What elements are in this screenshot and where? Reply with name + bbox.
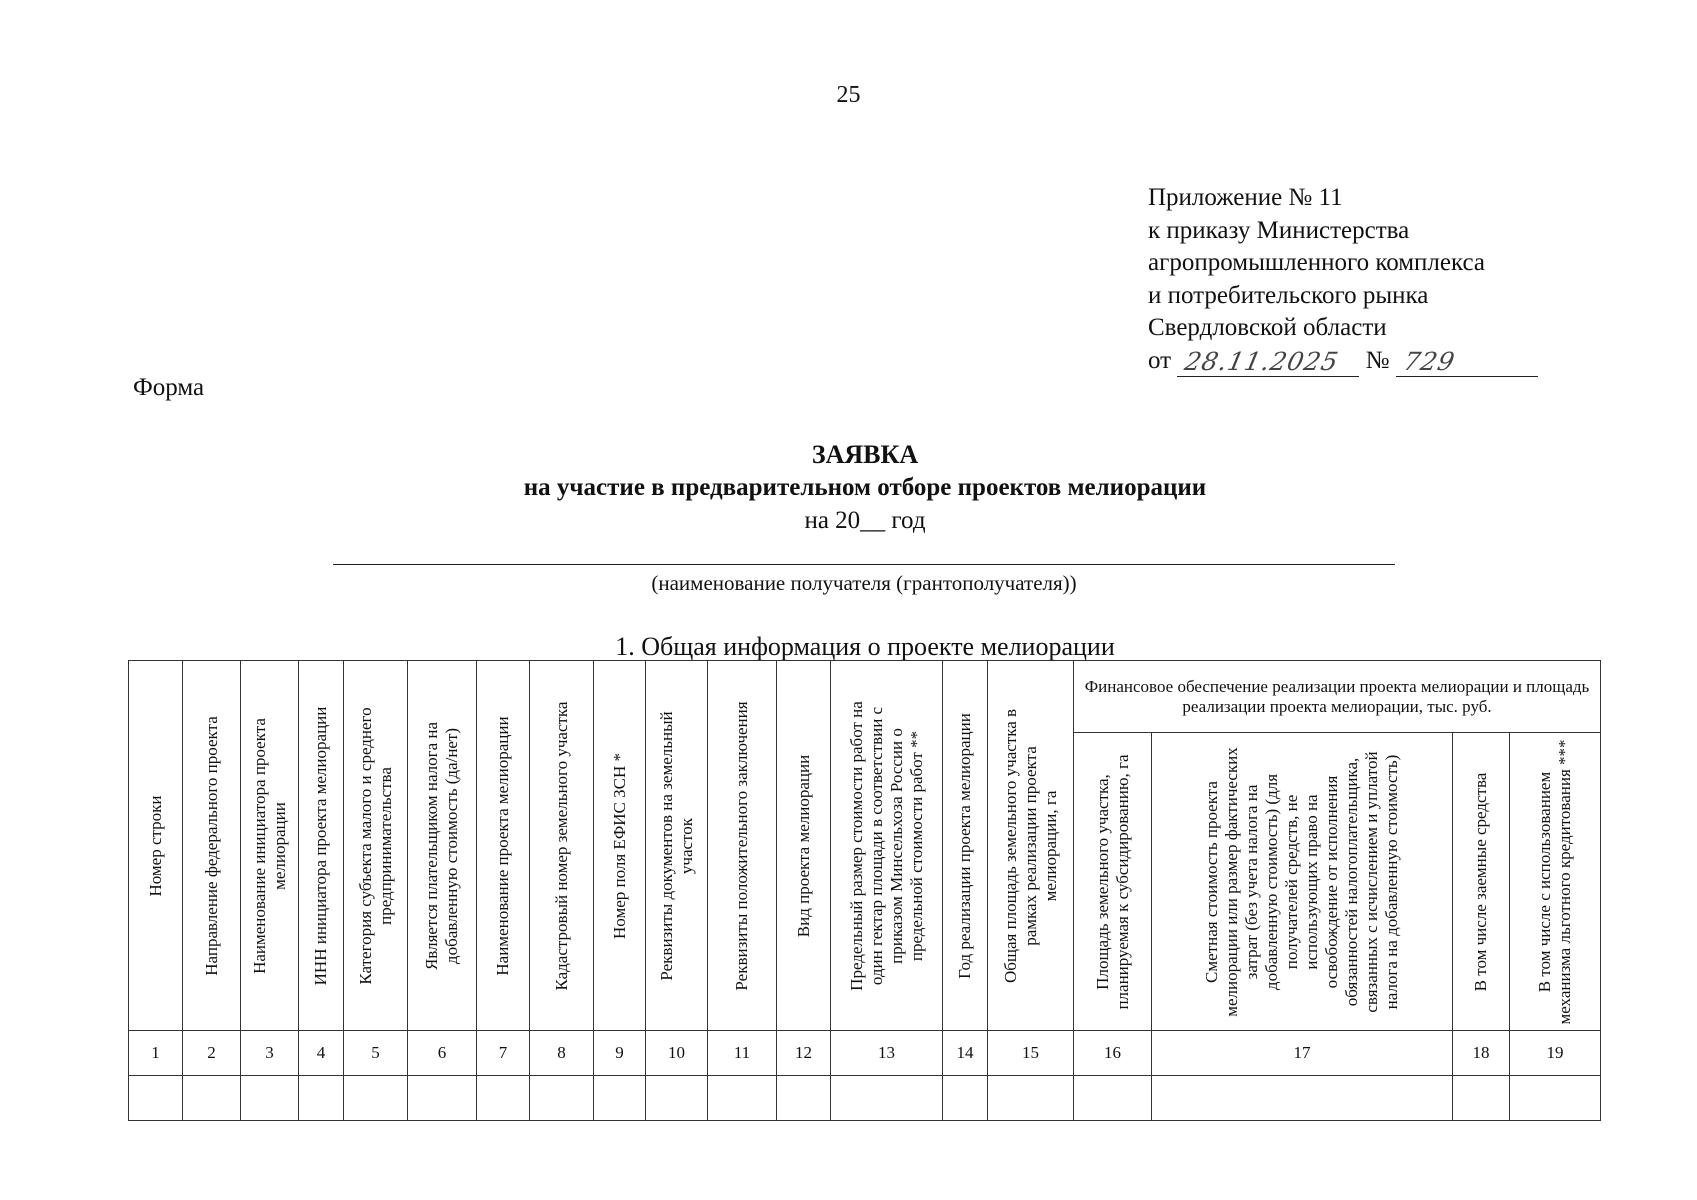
column-number: 17: [1152, 1031, 1453, 1076]
data-cell[interactable]: [299, 1076, 344, 1121]
header-cell: [408, 661, 477, 1031]
header-cell: [988, 661, 1074, 1031]
column-number: 16: [1074, 1031, 1152, 1076]
column-number: 13: [831, 1031, 943, 1076]
data-cell[interactable]: [183, 1076, 241, 1121]
header-cell: [831, 661, 943, 1031]
column-number: 3: [241, 1031, 299, 1076]
column-number: 11: [708, 1031, 777, 1076]
data-cell[interactable]: [1453, 1076, 1510, 1121]
header-text: В том числе с использованием механизма льготного кредитования ***: [1535, 738, 1575, 1025]
header-cell: [1510, 733, 1601, 1031]
header-cell: [1074, 733, 1152, 1031]
handwritten-date: 28.11.2025: [1182, 346, 1342, 376]
header-text: Направление федерального проекта: [201, 715, 221, 976]
header-cell: [708, 661, 777, 1031]
appendix-block: [1148, 182, 1538, 377]
header-text: Наименование проекта мелиорации: [493, 715, 512, 976]
number-label: №: [1365, 346, 1390, 374]
column-number: 10: [646, 1031, 708, 1076]
header-cell: [594, 661, 646, 1031]
empty-data-row: [129, 1076, 1601, 1121]
data-cell[interactable]: [408, 1076, 477, 1121]
data-cell[interactable]: [530, 1076, 594, 1121]
year-line: на 20__ год: [804, 507, 926, 534]
column-number: 14: [943, 1031, 988, 1076]
recipient-name-line: [333, 564, 1395, 565]
header-text: В том числе заемные средства: [1471, 772, 1490, 991]
financing-group-header: Финансовое обеспечение реализации проекта мелиорации и площадь реализации проекта мелиорации, тыс. руб.: [1074, 661, 1601, 733]
data-cell[interactable]: [241, 1076, 299, 1121]
header-text: Сметная стоимость проекта мелиорации или размер фактических затрат (без учета налога на добавленную стоимость) (для получателей средств, не использующих право на освобождение от исполнения обязанностей налогоплательщика, связанных с исчислением и уплатой налога на добавленную стоимость): [1202, 746, 1401, 1017]
column-number: 1: [129, 1031, 183, 1076]
header-cell: [183, 661, 241, 1031]
column-number: 2: [183, 1031, 241, 1076]
project-info-table: [128, 660, 1601, 1121]
from-label: от: [1148, 346, 1172, 374]
data-cell[interactable]: [988, 1076, 1074, 1121]
document-subtitle: на участие в предварительном отборе проектов мелиорации: [523, 474, 1207, 501]
header-text: Год реализации проекта мелиорации: [955, 712, 974, 979]
data-cell[interactable]: [777, 1076, 831, 1121]
column-number: 12: [777, 1031, 831, 1076]
column-number-row: [129, 1031, 1601, 1076]
appendix-line: к приказу Министерства: [1148, 216, 1410, 244]
handwritten-number: 729: [1400, 346, 1458, 376]
header-text: ИНН инициатора проекта мелиорации: [311, 706, 330, 985]
number-field: [1396, 346, 1538, 377]
header-text: Общая площадь земельного участка в рамках реализации проекта мелиорации, га: [1000, 708, 1060, 983]
header-text: Номер строки: [145, 794, 165, 897]
header-text: Вид проекта мелиорации: [793, 754, 813, 937]
data-cell[interactable]: [344, 1076, 408, 1121]
header-text: Номер поля ЕФИС ЗСН *: [609, 752, 629, 939]
header-cell: [477, 661, 530, 1031]
document-title: ЗАЯВКА: [811, 440, 919, 469]
column-number: 19: [1510, 1031, 1601, 1076]
appendix-line: агропромышленного комплекса: [1148, 249, 1486, 276]
column-number: 9: [594, 1031, 646, 1076]
date-field: [1177, 346, 1359, 377]
page-number: 25: [836, 82, 861, 108]
appendix-line: Приложение № 11: [1148, 184, 1343, 211]
header-cell: [299, 661, 344, 1031]
data-cell[interactable]: [1152, 1076, 1453, 1121]
data-cell[interactable]: [943, 1076, 988, 1121]
appendix-line: и потребительского рынка: [1148, 281, 1429, 309]
header-cell: [943, 661, 988, 1031]
order-date-line: [1148, 345, 1538, 378]
header-text: Площадь земельного участка, планируемая к субсидированию, га: [1092, 753, 1132, 1010]
data-cell[interactable]: [129, 1076, 183, 1121]
appendix-line: Свердловской области: [1148, 314, 1387, 341]
header-cell: [344, 661, 408, 1031]
data-cell[interactable]: [594, 1076, 646, 1121]
data-cell[interactable]: [1510, 1076, 1601, 1121]
recipient-caption: (наименование получателя (грантополучателя)): [651, 571, 1077, 595]
header-cell: [241, 661, 299, 1031]
header-text: Реквизиты документов на земельный участок: [656, 710, 696, 981]
header-cell: [530, 661, 594, 1031]
header-text: Наименование инициатора проекта мелиорации: [249, 717, 289, 974]
data-cell[interactable]: [477, 1076, 530, 1121]
header-cell: [1152, 733, 1453, 1031]
data-cell[interactable]: [831, 1076, 943, 1121]
column-number: 5: [344, 1031, 408, 1076]
column-number: 4: [299, 1031, 344, 1076]
form-label: Форма: [133, 374, 205, 401]
data-cell[interactable]: [708, 1076, 777, 1121]
header-cell: [646, 661, 708, 1031]
section-title: 1. Общая информация о проекте мелиорации: [615, 632, 1115, 661]
data-cell[interactable]: [1074, 1076, 1152, 1121]
header-cell: [129, 661, 183, 1031]
header-text: Кадастровый номер земельного участка: [551, 701, 571, 990]
column-number: 18: [1453, 1031, 1510, 1076]
column-number: 7: [477, 1031, 530, 1076]
column-number: 6: [408, 1031, 477, 1076]
column-number: 8: [530, 1031, 594, 1076]
column-number: 15: [988, 1031, 1074, 1076]
header-cell: [1453, 733, 1510, 1031]
header-text: Предельный размер стоимости работ на один гектар площади в соответствии с приказом Минсельхоза России о предельной стоимости работ **: [846, 700, 926, 991]
header-cell: [777, 661, 831, 1031]
header-text: Реквизиты положительного заключения: [732, 700, 751, 991]
header-text: Категория субъекта малого и среднего предпринимательства: [355, 706, 395, 985]
data-cell[interactable]: [646, 1076, 708, 1121]
header-text: Является плательщиком налога на добавленную стоимость (да/нет): [422, 721, 461, 970]
